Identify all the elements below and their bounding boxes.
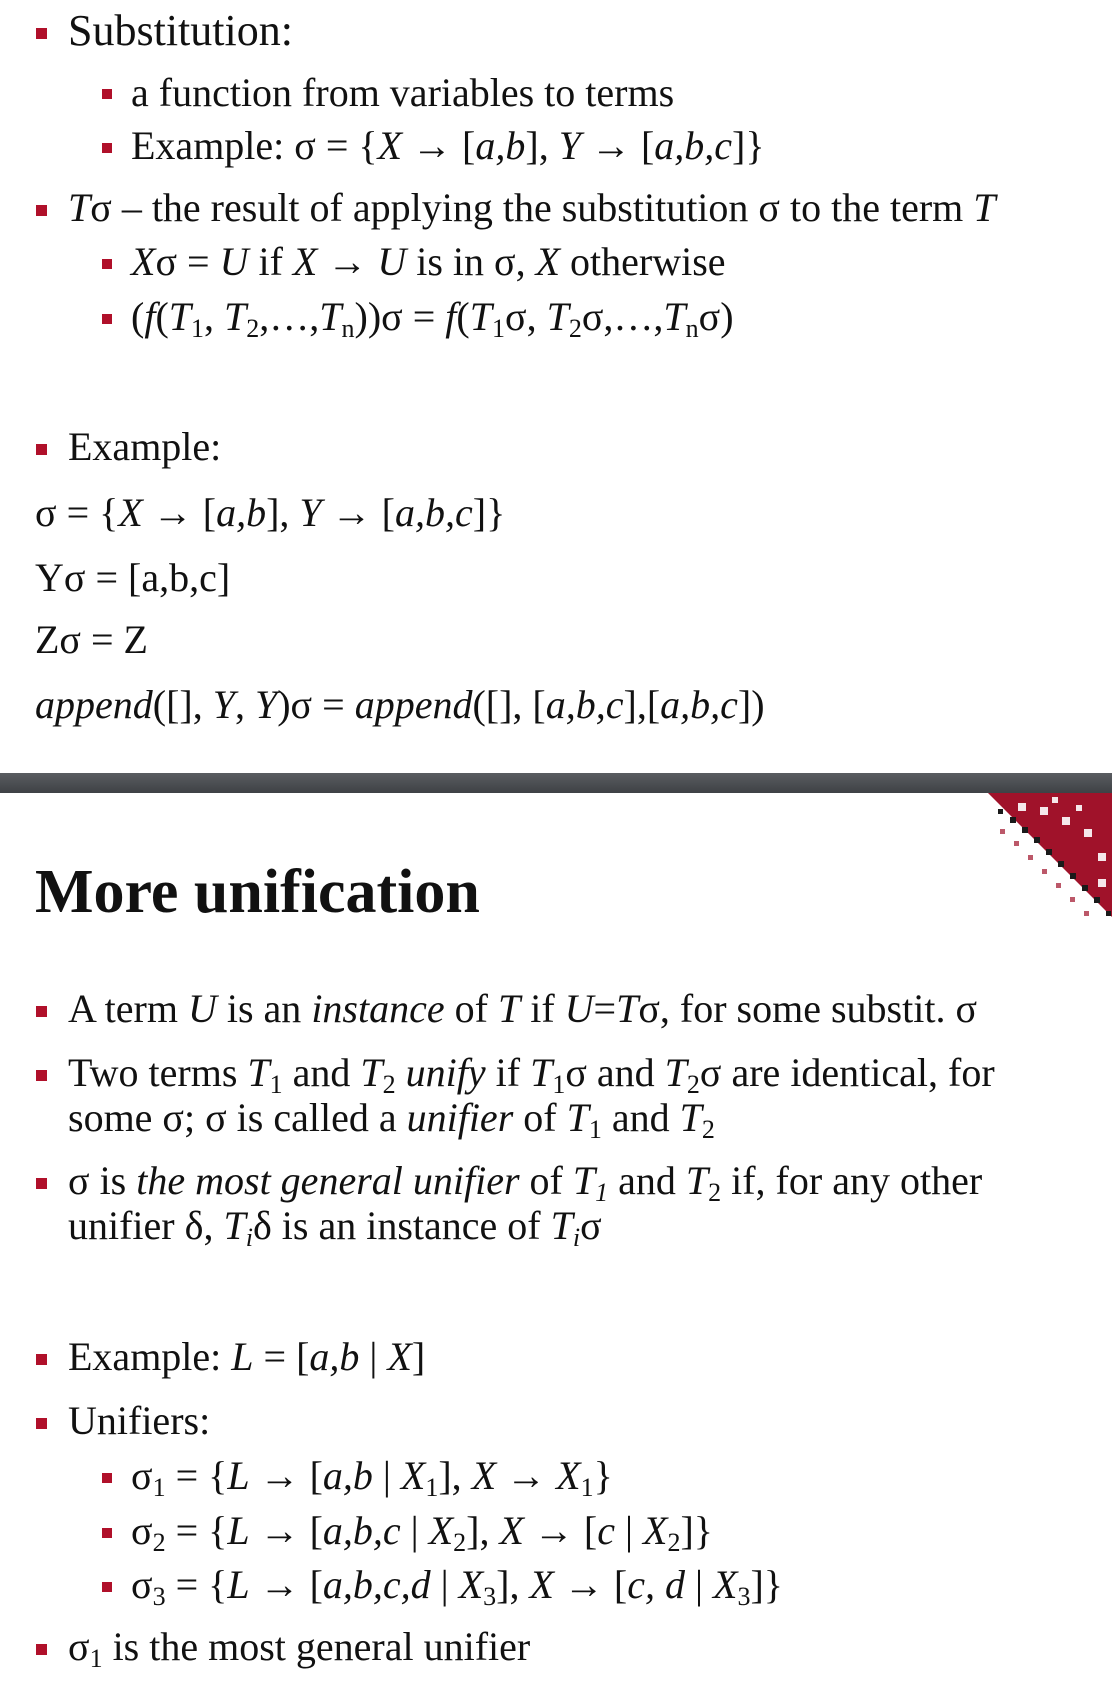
embroidery-ornament — [948, 793, 1112, 963]
line-example-sigma: Example: σ = {X → [a,b], Y → [a,b,c]} — [131, 123, 765, 168]
line-function-def: a function from variables to terms — [131, 70, 675, 115]
line-mgu-conclusion: $\sigma_1$ is the most general unifier — [68, 1624, 531, 1673]
line-example-label: Example: — [68, 424, 222, 469]
slide-substitution — [0, 0, 1112, 773]
line-unifier-def: some σ; σ is called a unifier of $T_1$ and $T_2$ — [68, 1095, 715, 1144]
bullet-square — [36, 1070, 47, 1081]
bullet-square — [102, 1473, 112, 1483]
bullet-square — [36, 1354, 47, 1365]
line-sigma-definition: σ = {X → [a,b], Y → [a,b,c]} — [35, 490, 506, 535]
heading-substitution: Substitution: — [68, 6, 293, 55]
line-sigma3: $\sigma_3 = \{L \to [a,b,c,d$ | $X_3$], X → [c, d | $X_3$]} — [131, 1562, 783, 1611]
bullet-square — [36, 1418, 47, 1429]
line-z-sigma: Zσ = Z — [35, 617, 148, 662]
line-sigma1: $\sigma_1 = \{L \to [a,b$ | $X_1$], $X \to X_1$} — [131, 1453, 613, 1502]
line-t-sigma-def: Tσ – the result of applying the substitution σ to the term T — [68, 185, 996, 230]
bullet-square — [36, 28, 47, 39]
bullet-square — [102, 259, 112, 269]
line-mgu-def: σ is the most general unifier of $T_1$ and $T_2$ if, for any other — [68, 1158, 983, 1207]
slide-divider — [0, 773, 1112, 793]
line-unifiers-label: Unifiers: — [68, 1398, 211, 1443]
bullet-square — [36, 1006, 47, 1017]
bullet-square — [102, 1582, 112, 1592]
bullet-square — [36, 205, 47, 216]
line-example-l: Example: L = [a,b | X] — [68, 1334, 426, 1379]
line-mgu-def-cont: unifier δ, $T_i\delta$ is an instance of $T_i\sigma$ — [68, 1203, 602, 1252]
bullet-square — [36, 1644, 47, 1655]
bullet-square — [102, 1528, 112, 1538]
bullet-square — [102, 314, 112, 324]
bullet-square — [102, 143, 112, 153]
bullet-square — [36, 1178, 47, 1189]
bullet-square — [102, 89, 112, 99]
line-instance-def: A term U is an instance of T if U=Tσ, for some substit. σ — [68, 986, 978, 1031]
line-function-sigma-rule: ($f(T_1$, $T_2,\dots,T_n))\sigma = f(T_1\sigma$, $T_2\sigma,\dots,T_n\sigma$) — [131, 294, 734, 343]
line-sigma2: $\sigma_2 = \{L \to [a,b,c$ | $X_2$], X → [c | $X_2$]} — [131, 1508, 713, 1557]
line-append-sigma: append([], Y, Y)σ = append([], [a,b,c],[a,b,c]) — [35, 682, 765, 727]
line-unify-def: Two terms $T_1$ and $T_2$ unify if $T_1\sigma$ and $T_2\sigma$ are identical, for — [68, 1050, 995, 1099]
line-x-sigma-rule: Xσ = U if X → U is in σ, X otherwise — [131, 239, 726, 284]
page-title: More unification — [35, 858, 480, 926]
bullet-square — [36, 444, 47, 455]
slide-more-unification — [0, 793, 1112, 1686]
line-y-sigma: Yσ = [a,b,c] — [35, 555, 231, 600]
